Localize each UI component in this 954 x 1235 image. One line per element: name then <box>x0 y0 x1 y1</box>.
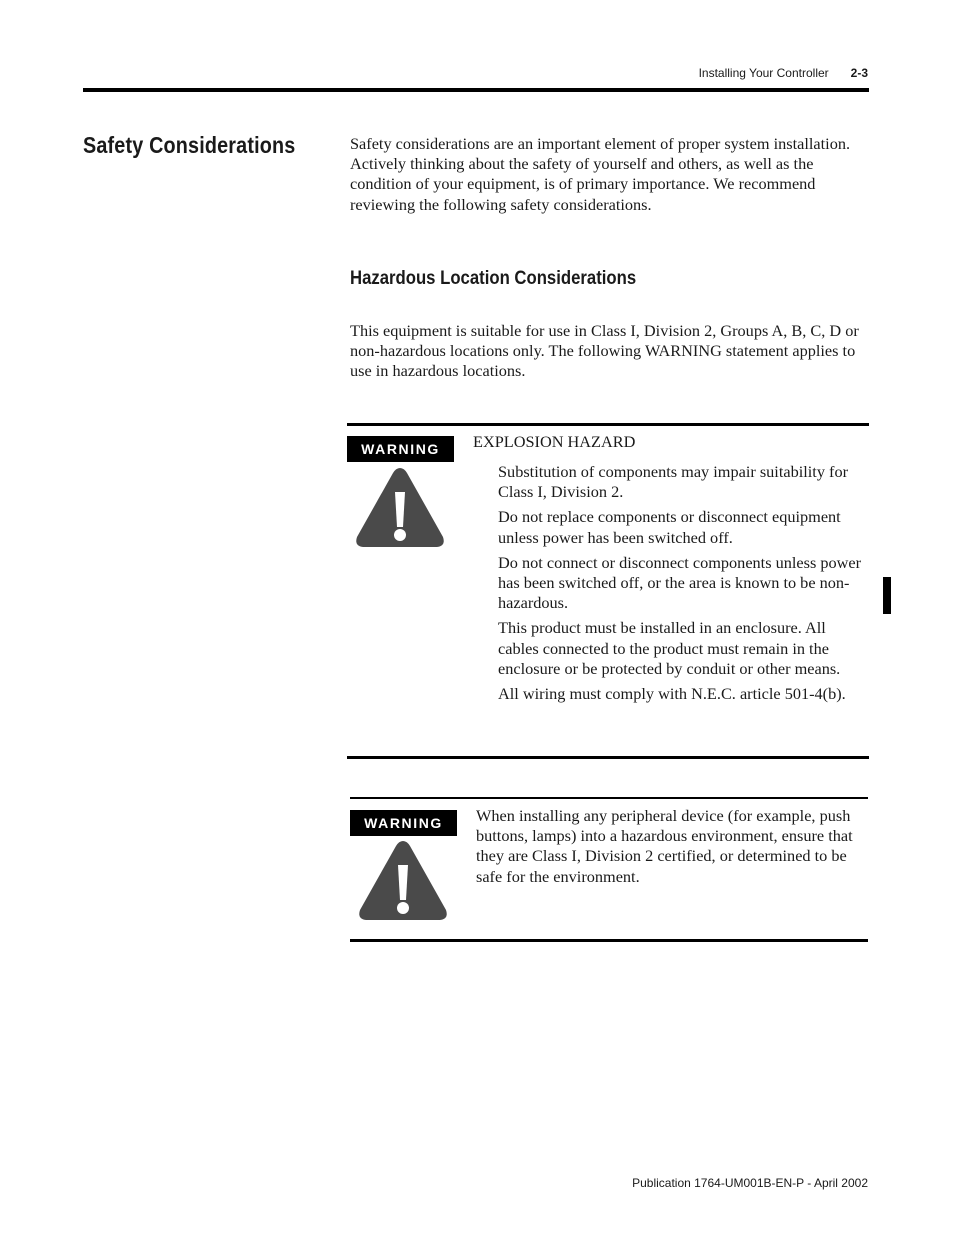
publication-footer: Publication 1764-UM001B-EN-P - April 2002 <box>632 1176 868 1190</box>
warning-1-item: Do not connect or disconnect components unless power has been switched off, or the area is known to be non-hazardous. <box>498 552 862 613</box>
warning-2-text: When installing any peripheral device (for example, push buttons, lamps) into a hazardous environment, ensure that they are Class I, Division 2 certified, or determined to be safe for the environment. <box>476 806 853 886</box>
warning-1-title: EXPLOSION HAZARD <box>473 432 636 451</box>
warning-2-label: WARNING <box>350 810 457 836</box>
exclamation-triangle-icon <box>357 838 449 922</box>
exclamation-triangle-icon <box>354 465 446 549</box>
warning-1-item: Substitution of components may impair suitability for Class I, Division 2. <box>498 462 849 502</box>
hazardous-intro-paragraph: This equipment is suitable for use in Class I, Division 2, Groups A, B, C, D or non-hazardous locations only. The following WARNING statement applies to use in hazardous locations. <box>350 321 859 381</box>
section-title: Safety Considerations <box>83 132 296 158</box>
chapter-thumb-tab <box>883 577 891 614</box>
warning-2-top-rule <box>350 797 868 799</box>
warning-1-item: This product must be installed in an enclosure. All cables connected to the product must remain in the enclosure or be protected by conduit or other means. <box>498 618 841 678</box>
header-rule <box>83 88 869 92</box>
section-intro-paragraph: Safety considerations are an important element of proper system installation. Actively thinking about the safety of yourself and others, as well as the condition of your equipment, is of primary importance. We recommend reviewing the following safety considerations. <box>350 134 851 214</box>
warning-1-item: All wiring must comply with N.E.C. article 501-4(b). <box>498 684 846 704</box>
page-number: 2-3 <box>850 66 868 80</box>
warning-2-bottom-rule <box>350 939 868 942</box>
warning-1-top-rule <box>347 423 869 426</box>
warning-1-label: WARNING <box>347 436 454 462</box>
warning-1-bottom-rule <box>347 756 869 759</box>
warning-1-items <box>498 462 870 709</box>
chapter-title: Installing Your Controller <box>698 66 829 80</box>
warning-1-item: Do not replace components or disconnect equipment unless power has been switched off. <box>498 507 841 547</box>
subsection-title: Hazardous Location Considerations <box>350 268 637 289</box>
running-header <box>650 66 868 80</box>
